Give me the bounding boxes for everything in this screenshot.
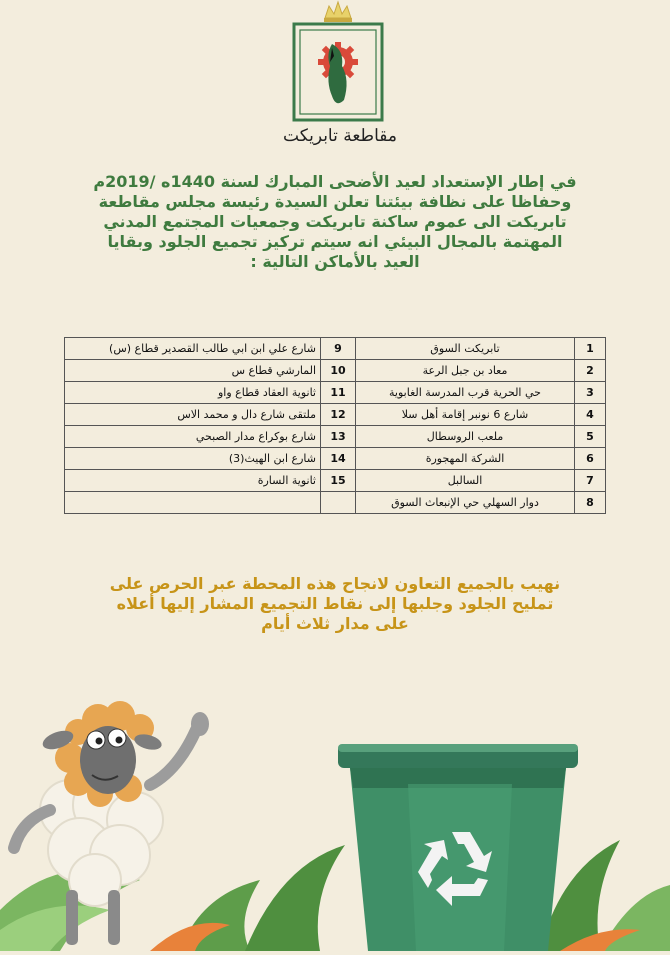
recycle-bin-icon <box>338 744 578 951</box>
intro-line: في إطار الإستعداد لعيد الأضحى المبارك لسنة 1440ه /2019م <box>93 172 577 191</box>
location-name: ثانوية السارة <box>65 470 321 492</box>
location-name: الشركة المهجورة <box>356 448 575 470</box>
appeal-text <box>40 574 630 634</box>
table-row <box>65 338 606 360</box>
table-row <box>65 492 606 514</box>
illustration-scene <box>0 680 670 951</box>
table-row <box>65 404 606 426</box>
location-name: شارع علي ابن ابي طالب القصدير قطاع (س) <box>65 338 321 360</box>
location-name: السالبل <box>356 470 575 492</box>
intro-line: وحفاظا على نظافة بيئتنا تعلن السيدة رئيسة مجلس مقاطعة <box>98 192 572 211</box>
table-row <box>65 448 606 470</box>
crown-icon <box>324 2 352 22</box>
location-name: ثانوية العقاد قطاع واو <box>65 382 321 404</box>
table-row <box>65 426 606 448</box>
location-number: 12 <box>321 404 356 426</box>
location-number: 10 <box>321 360 356 382</box>
location-number: 5 <box>575 426 606 448</box>
appeal-line: تمليح الجلود وجلبها إلى نقاط التجميع المشار إليها أعلاه <box>116 594 554 613</box>
location-name: شارع 6 نونبر إقامة أهل سلا <box>356 404 575 426</box>
location-number: 8 <box>575 492 606 514</box>
location-name: شارع بوكراع مدار الصبحي <box>65 426 321 448</box>
appeal-line: على مدار ثلاث أيام <box>261 614 409 633</box>
appeal-line: نهيب بالجميع التعاون لانجاح هذه المحطة عبر الحرص على <box>109 574 561 593</box>
table-row <box>65 382 606 404</box>
logo-caption: مقاطعة تابريكت <box>283 126 397 146</box>
location-number: 15 <box>321 470 356 492</box>
location-name: تابريكت السوق <box>356 338 575 360</box>
location-number: 6 <box>575 448 606 470</box>
location-name: دوار السهلي حي الإنبعاث السوق <box>356 492 575 514</box>
location-number: 3 <box>575 382 606 404</box>
location-name: المارشي قطاع س <box>65 360 321 382</box>
shield-logo <box>292 0 384 130</box>
location-number: 14 <box>321 448 356 470</box>
location-name: حي الحرية قرب المدرسة الغابوية <box>356 382 575 404</box>
location-number <box>321 492 356 514</box>
locations-table <box>64 337 606 514</box>
location-name: ملعب الروسطال <box>356 426 575 448</box>
location-number: 13 <box>321 426 356 448</box>
location-name: معاد بن جبل الرعة <box>356 360 575 382</box>
location-number: 1 <box>575 338 606 360</box>
location-number: 7 <box>575 470 606 492</box>
table-row <box>65 470 606 492</box>
intro-line: المهتمة بالمجال البيئي انه سيتم تركيز تجميع الجلود وبقايا <box>107 232 563 251</box>
table-row <box>65 360 606 382</box>
location-number: 9 <box>321 338 356 360</box>
location-name: ملتقى شارع دال و محمد الاس <box>65 404 321 426</box>
location-number: 4 <box>575 404 606 426</box>
intro-line: العيد بالأماكن التالية : <box>250 252 420 271</box>
location-number: 11 <box>321 382 356 404</box>
announcement-text <box>40 172 630 272</box>
location-number: 2 <box>575 360 606 382</box>
intro-line: تابريكت الى عموم ساكنة تابريكت وجمعيات المجتمع المدني <box>103 212 567 231</box>
location-name: شارع ابن الهيث(3) <box>65 448 321 470</box>
location-name <box>65 492 321 514</box>
